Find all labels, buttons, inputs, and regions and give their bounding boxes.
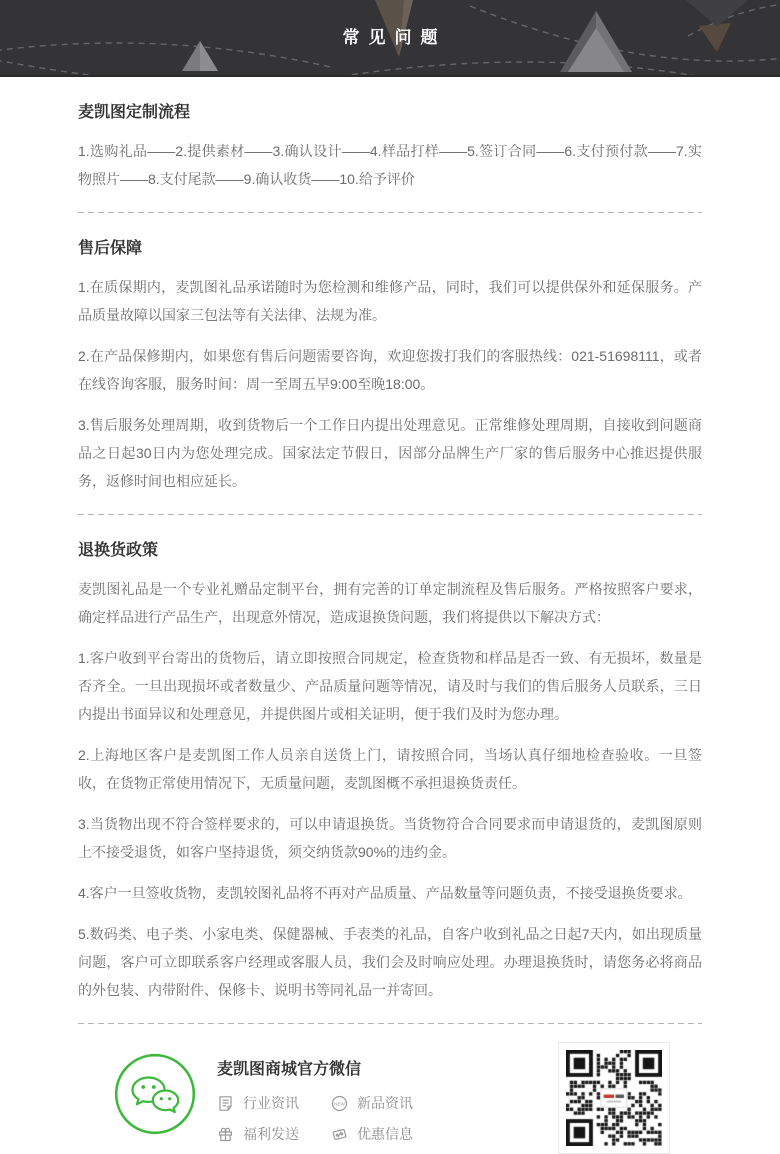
feature-industry-news	[217, 1093, 299, 1113]
wechat-feature-grid	[217, 1093, 413, 1144]
return-policy-item-3: 3.当货物出现不符合签样要求的，可以申请退换货。当货物符合合同要求而申请退货的，麦凯图原则上不接受退货，如客户坚持退货，须交纳货款90%的违约金。	[78, 816, 702, 860]
return-policy-intro: 麦凯图礼品是一个专业礼赠品定制平台，拥有完善的订单定制流程及售后服务。严格按照客户要求，确定样品进行产品生产，出现意外情况，造成退换货问题，我们将提供以下解决方式：	[78, 581, 702, 625]
section-return-policy	[78, 540, 702, 1004]
feature-label: 新品资讯	[357, 1095, 413, 1111]
after-sales-item-3: 3.售后服务处理周期，收到货物后一个工作日内提出处理意见。正常维修处理周期，自接收到问题商品之日起30日内为您处理完成。国家法定节假日，因部分品牌生产厂家的售后服务中心推迟提供服务，返修时间也相应延长。	[78, 417, 702, 489]
feature-new-products	[331, 1093, 413, 1113]
wechat-footer	[78, 1044, 702, 1154]
wechat-icon	[113, 1052, 197, 1136]
section-custom-process	[78, 102, 702, 193]
page-title: 常见问题	[342, 28, 447, 47]
after-sales-item-1: 1.在质保期内，麦凯图礼品承诺随时为您检测和维修产品，同时，我们可以提供保外和延保服务。产品质量故障以国家三包法等有关法律、法规为准。	[78, 279, 702, 323]
news-doc-icon	[217, 1095, 234, 1112]
feature-discount-info	[331, 1124, 413, 1144]
feature-label: 福利发送	[243, 1126, 299, 1142]
section-heading-custom-process: 麦凯图定制流程	[78, 104, 191, 121]
return-policy-item-4: 4.客户一旦签收货物，麦凯较图礼品将不再对产品质量、产品数量等问题负责，不接受退换货要求。	[78, 885, 692, 901]
feature-label: 优惠信息	[357, 1126, 413, 1142]
qr-code	[566, 1050, 662, 1146]
return-policy-item-5: 5.数码类、电子类、小家电类、保健器械、手表类的礼品，自客户收到礼品之日起7天内，如出现质量问题，客户可立即联系客户经理或客服人员，我们会及时响应处理。办理退换货时，请您务必将商品的外包装、内带附件、保修卡、说明书等同礼品一并寄回。	[78, 926, 702, 998]
new-badge-icon	[331, 1095, 348, 1112]
wechat-account-title: 麦凯图商城官方微信	[217, 1061, 362, 1078]
page-banner	[0, 0, 780, 77]
feature-benefits	[217, 1124, 299, 1144]
coupon-icon	[331, 1126, 348, 1143]
dashed-divider	[78, 1023, 702, 1024]
section-after-sales	[78, 238, 702, 495]
section-heading-return-policy: 退换货政策	[78, 542, 159, 559]
wechat-info-block	[217, 1056, 413, 1144]
dashed-divider	[78, 514, 702, 515]
gift-icon	[217, 1126, 234, 1143]
dashed-divider	[78, 212, 702, 213]
section-heading-after-sales: 售后保障	[78, 240, 143, 257]
faq-content	[0, 102, 780, 1154]
feature-label: 行业资讯	[243, 1095, 299, 1111]
qr-code-box	[558, 1042, 670, 1154]
return-policy-item-2: 2.上海地区客户是麦凯图工作人员亲自送货上门，请按照合同，当场认真仔细地检查验收。一旦签收，在货物正常使用情况下，无质量问题，麦凯图概不承担退换货责任。	[78, 747, 702, 791]
custom-process-steps: 1.选购礼品——2.提供素材——3.确认设计——4.样品打样——5.签订合同——6.支付预付款——7.实物照片——8.支付尾款——9.确认收货——10.给予评价	[78, 143, 702, 187]
svg-text:NEW: NEW	[334, 1100, 345, 1106]
return-policy-item-1: 1.客户收到平台寄出的货物后，请立即按照合同规定，检查货物和样品是否一致、有无损坏，数量是否齐全。一旦出现损坏或者数量少、产品质量问题等情况，请及时与我们的售后服务人员联系，三日内提出书面异议和处理意见，并提供图片或相关证明，便于我们及时为您办理。	[78, 650, 702, 722]
after-sales-item-2: 2.在产品保修期内，如果您有售后问题需要咨询，欢迎您拨打我们的客服热线：021-51698111，或者在线咨询客服，服务时间：周一至周五早9:00至晚18:00。	[78, 348, 702, 392]
